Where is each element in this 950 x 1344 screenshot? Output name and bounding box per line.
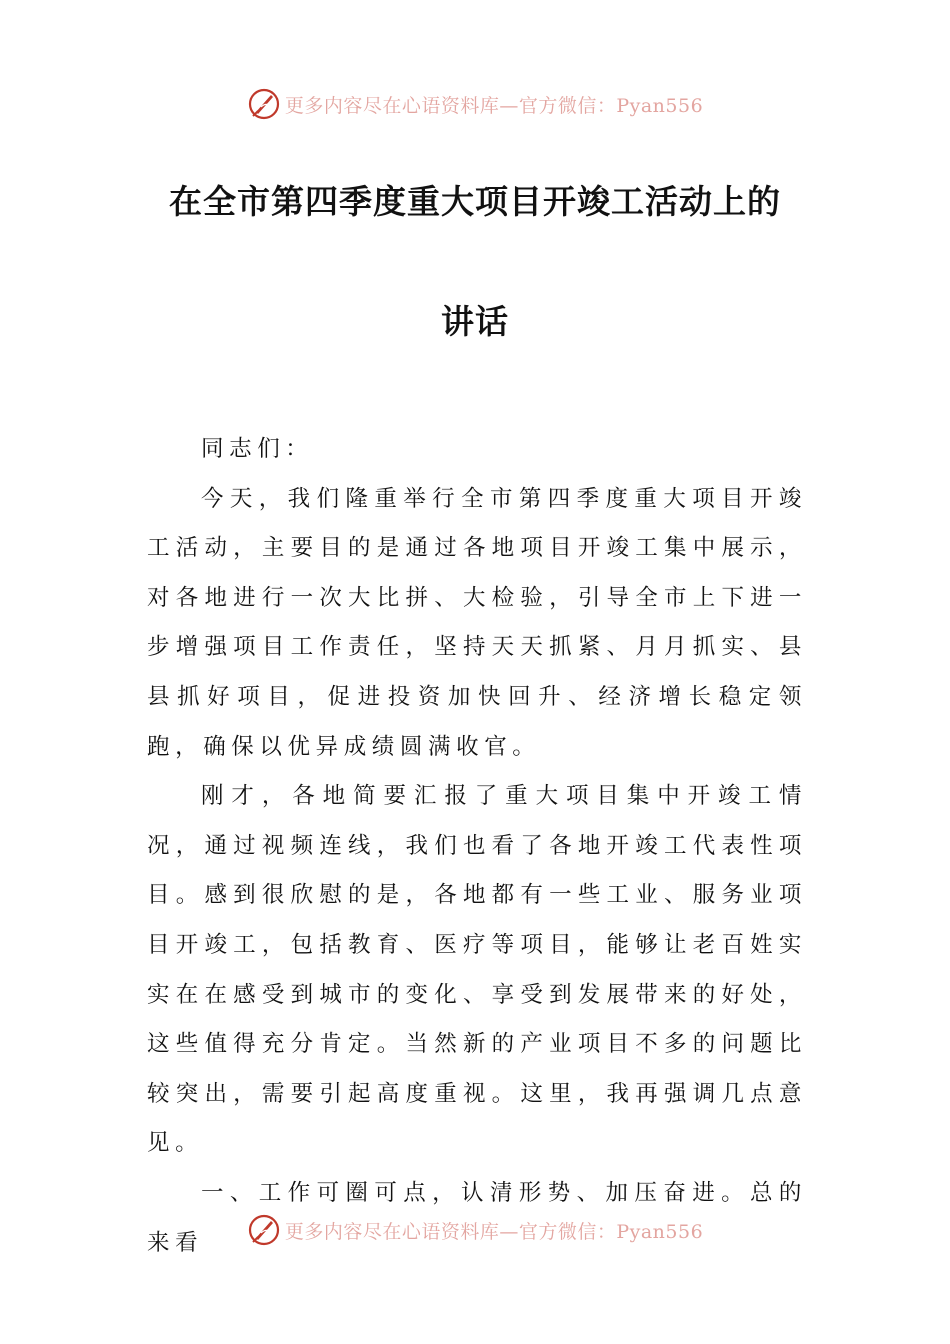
footer-watermark-banner xyxy=(0,1210,950,1250)
quill-logo-icon xyxy=(247,87,281,121)
document-title-line-2: 讲话 xyxy=(441,302,509,341)
document-title-line-1: 在全市第四季度重大项目开竣工活动上的 xyxy=(169,182,781,221)
salutation: 同志们： xyxy=(201,436,314,462)
body-paragraph: 今天，我们隆重举行全市第四季度重大项目开竣工活动，主要目的是通过各地项目开竣工集中展示，对各地进行一次大比拼、大检验，引导全市上下进一步增强项目工作责任，坚持天天抓紧、月月抓实、县县抓好项目，促进投资加快回升、经济增长稳定领跑，确保以优异成绩圆满收官。 xyxy=(147,485,807,760)
watermark-text: 更多内容尽在心语资料库—官方微信：Pyan556 xyxy=(284,94,704,117)
body-paragraph: 刚才，各地简要汇报了重大项目集中开竣工情况，通过视频连线，我们也看了各地开竣工代表性项目。感到很欣慰的是，各地都有一些工业、服务业项目开竣工，包括教育、医疗等项目，能够让老百姓实实在在感受到城市的变化、享受到发展带来的好处，这些值得充分肯定。当然新的产业项目不多的问题比较突出，需要引起高度重视。这里，我再强调几点意见。 xyxy=(147,783,807,1157)
header-watermark-banner xyxy=(0,84,950,124)
quill-logo-icon xyxy=(247,1213,281,1247)
watermark-text: 更多内容尽在心语资料库—官方微信：Pyan556 xyxy=(284,1220,704,1243)
body-paragraph: 一、工作可圈可点，认清形势、加压奋进。总的来看 xyxy=(147,1179,807,1256)
document-body xyxy=(147,425,807,1268)
